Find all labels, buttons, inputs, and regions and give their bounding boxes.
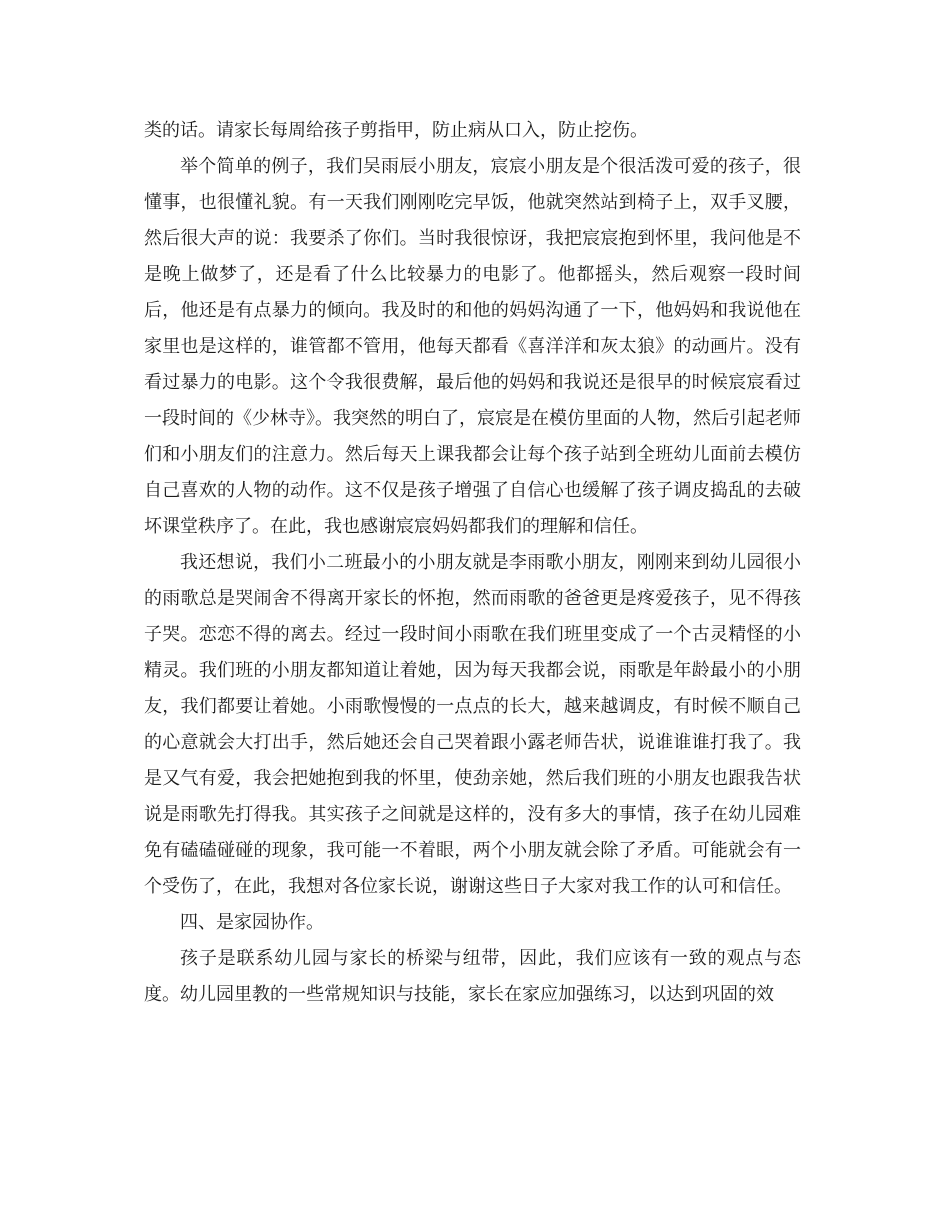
paragraph-continuation: 类的话。请家长每周给孩子剪指甲，防止病从口入，防止挖伤。 [144, 120, 648, 141]
paragraph-home-school-bridge: 孩子是联系幼儿园与家长的桥梁与纽带，因此，我们应该有一致的观点与态度。幼儿园里教的一些常规知识与技能，家长在家应加强练习，以达到巩固的效 [144, 948, 801, 1005]
paragraph-wu-yuchen-example: 举个简单的例子，我们吴雨辰小朋友，宸宸小朋友是个很活泼可爱的孩子，很懂事，也很懂礼貌。有一天我们刚刚吃完早饭，他就突然站到椅子上，双手叉腰，然后很大声的说：我要杀了你们。当时我很惊讶，我把宸宸抱到怀里，我问他是不是晚上做梦了，还是看了什么比较暴力的电影了。他都摇头，然后观察一段时间后，他还是有点暴力的倾向。我及时的和他的妈妈沟通了一下，他妈妈和我说他在家里也是这样的，谁管都不管用，他每天都看《喜洋洋和灰太狼》的动画片。没有看过暴力的电影。这个令我很费解，最后他的妈妈和我说还是很早的时候宸宸看过一段时间的《少林寺》。我突然的明白了，宸宸是在模仿里面的人物，然后引起老师们和小朋友们的注意力。然后每天上课我都会让每个孩子站到全班幼儿面前去模仿自己喜欢的人物的动作。这不仅是孩子增强了自信心也缓解了孩子调皮捣乱的去破坏课堂秩序了。在此，我也感谢宸宸妈妈都我们的理解和信任。 [144, 156, 801, 537]
paragraph-li-yuge-example: 我还想说，我们小二班最小的小朋友就是李雨歌小朋友，刚刚来到幼儿园很小的雨歌总是哭闹舍不得离开家长的怀抱，然而雨歌的爸爸更是疼爱孩子，见不得孩子哭。恋恋不得的离去。经过一段时间小雨歌在我们班里变成了一个古灵精怪的小精灵。我们班的小朋友都知道让着她，因为每天我都会说，雨歌是年龄最小的小朋友，我们都要让着她。小雨歌慢慢的一点点的长大，越来越调皮，有时候不顺自己的心意就会大打出手，然后她还会自己哭着跟小露老师告状，说谁谁谁打我了。我是又气有爱，我会把她抱到我的怀里，使劲亲她，然后我们班的小朋友也跟我告状说是雨歌先打得我。其实孩子之间就是这样的，没有多大的事情，孩子在幼儿园难免有磕磕碰碰的现象，我可能一不着眼，两个小朋友就会除了矛盾。可能就会有一个受伤了，在此，我想对各位家长说，谢谢这些日子大家对我工作的认可和信任。 [144, 552, 801, 897]
document-body [144, 113, 801, 1013]
section-heading-home-school-cooperation: 四、是家园协作。 [180, 912, 324, 933]
